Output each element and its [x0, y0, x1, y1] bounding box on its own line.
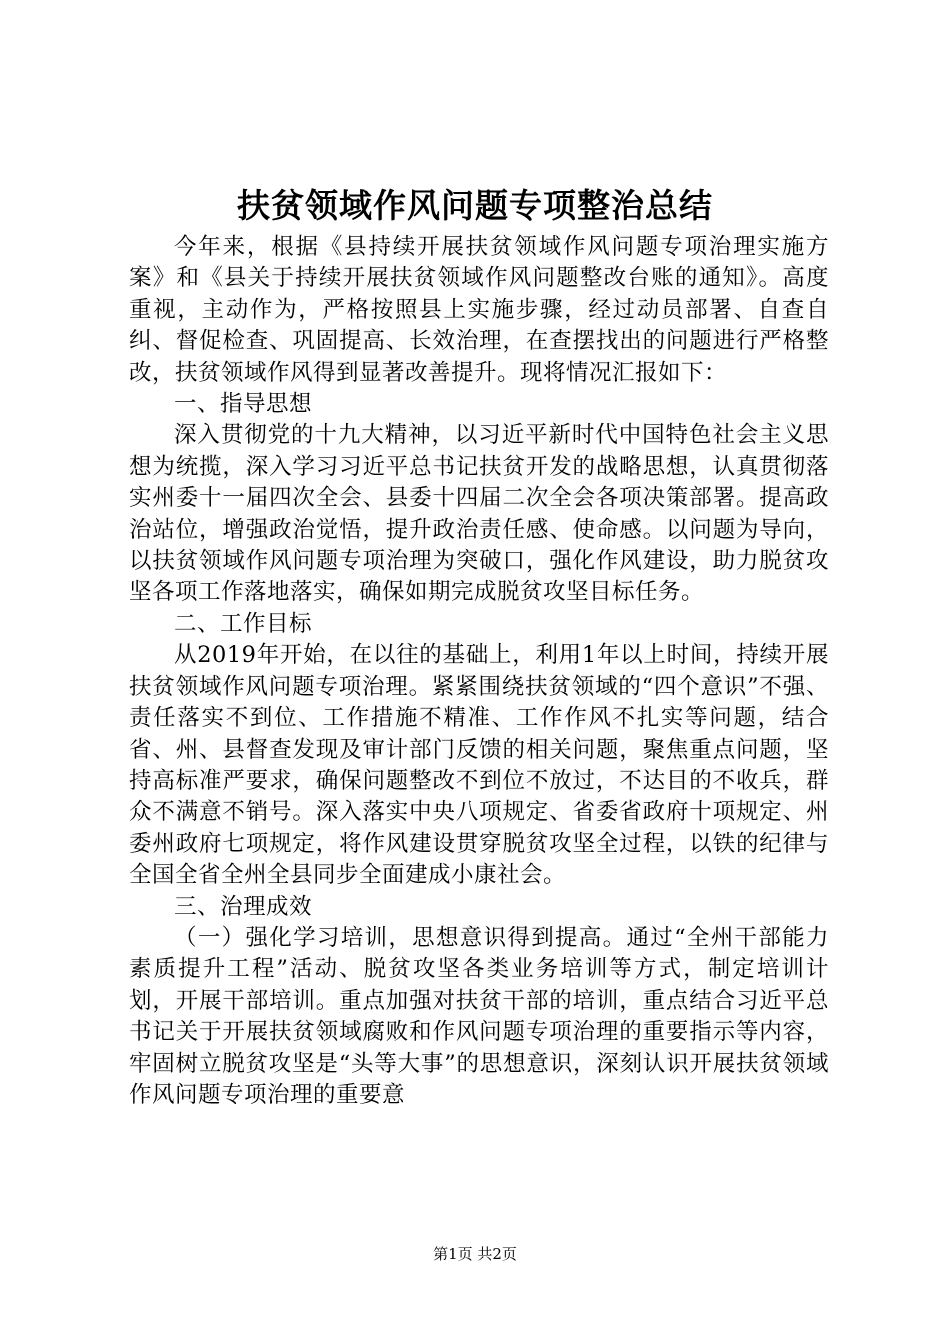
- intro-paragraph: 今年来，根据《县持续开展扶贫领域作风问题专项治理实施方案》和《县关于持续开展扶贫领域作风问题整改台账的通知》。高度重视，主动作为，严格按照县上实施步骤，经过动员部署、自查自纠、督促检查、巩固提高、长效治理，在查摆找出的问题进行严格整改，扶贫领域作风得到显著改善提升。现将情况汇报如下：: [129, 234, 829, 386]
- results-paragraph-1: （一）强化学习培训，思想意识得到提高。通过“全州干部能力素质提升工程”活动、脱贫攻坚各类业务培训等方式，制定培训计划，开展干部培训。重点加强对扶贫干部的培训，重点结合习近平总书记关于开展扶贫领域腐败和作风问题专项治理的重要指示等内容，牢固树立脱贫攻坚是“头等大事”的思想意识，深刻认识开展扶贫领域作风问题专项治理的重要意: [129, 924, 829, 1108]
- section-heading-results: 三、治理成效: [174, 893, 313, 920]
- document-title: 扶贫领域作风问题专项整治总结: [237, 186, 713, 225]
- page-footer: 第1页 共2页: [433, 1245, 517, 1263]
- guiding-thought-paragraph: 深入贯彻党的十九大精神，以习近平新时代中国特色社会主义思想为统揽，深入学习习近平总书记扶贫开发的战略思想，认真贯彻落实州委十一届四次全会、县委十四届二次全会各项决策部署。提高政治站位，增强政治觉悟，提升政治责任感、使命感。以问题为导向，以扶贫领域作风问题专项治理为突破口，强化作风建设，助力脱贫攻坚各项工作落地落实，确保如期完成脱贫攻坚目标任务。: [129, 422, 829, 606]
- work-goals-paragraph: 从2019年开始，在以往的基础上，利用1年以上时间，持续开展扶贫领域作风问题专项治理。紧紧围绕扶贫领域的“四个意识”不强、责任落实不到位、工作措施不精准、工作作风不扎实等问题，结合省、州、县督查发现及审计部门反馈的相关问题，聚焦重点问题，坚持高标准严要求，确保问题整改不到位不放过，不达目的不收兵，群众不满意不销号。深入落实中央八项规定、省委省政府十项规定、州委州政府七项规定，将作风建设贯穿脱贫攻坚全过程，以铁的纪律与全国全省全州全县同步全面建成小康社会。: [129, 642, 829, 889]
- section-heading-work-goals: 二、工作目标: [174, 610, 313, 637]
- section-heading-guiding-thought: 一、指导思想: [174, 391, 313, 418]
- document-body: [129, 232, 829, 1111]
